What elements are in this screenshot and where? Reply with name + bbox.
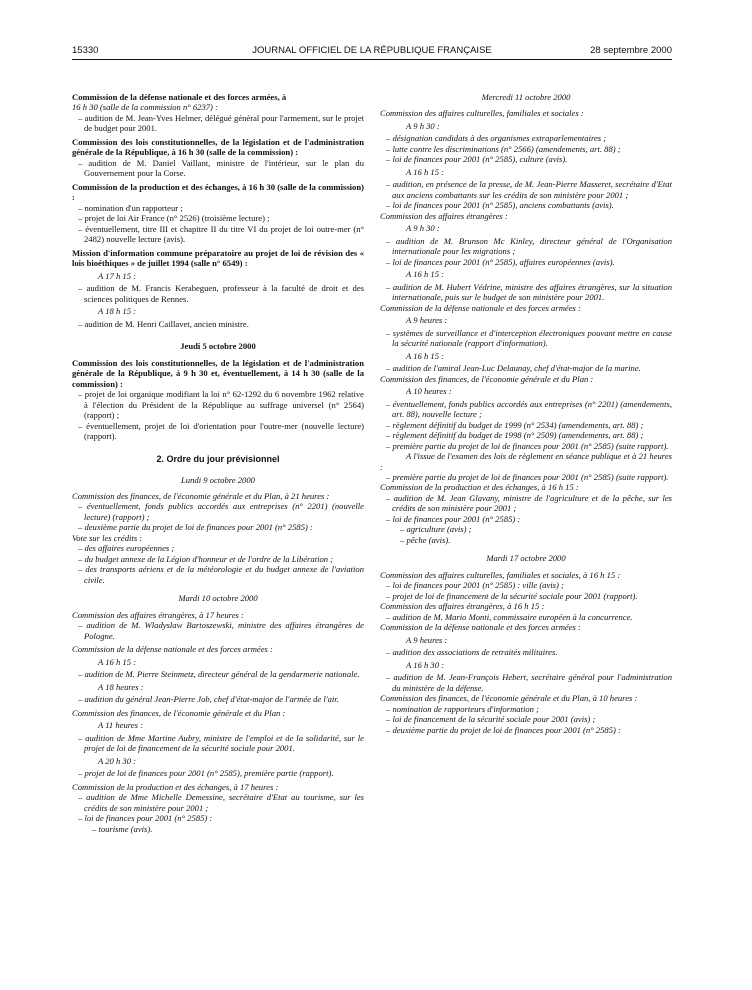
agenda-item: – première partie du projet de loi de finances pour 2001 (n° 2585) (suite rapport). <box>386 471 669 482</box>
agenda-item: – audition de l'amiral Jean-Luc Delaunay, chef d'état-major de la marine. <box>386 363 641 374</box>
agenda-item: – loi de finances pour 2001 (n° 2585), anciens combattants (avis). <box>386 200 614 211</box>
commission-heading: Commission des affaires culturelles, familiales et sociales : <box>380 108 584 119</box>
agenda-item: – audition de M. Jean-Yves Helmer, délégué général pour l'armement, sur le projet de budget pour 2001. <box>78 112 364 134</box>
agenda-subitem: – pêche (avis). <box>400 534 451 545</box>
time-slot: A 16 h 15 : <box>98 656 137 667</box>
agenda-item: – loi de finances pour 2001 (n° 2585) : <box>386 513 521 524</box>
agenda-item: – des transports aériens et de la météorologie et du budget annexe de l'aviation civile. <box>78 564 364 585</box>
time-slot: A 9 heures : <box>406 634 448 645</box>
agenda-item: – première partie du projet de loi de finances pour 2001 (n° 2585) (suite rapport). <box>386 440 669 451</box>
commission-heading: Commission des finances, de l'économie générale et du Plan : <box>72 707 286 718</box>
right-column <box>380 92 672 735</box>
agenda-item: – éventuellement, fonds publics accordés aux entreprises (n° 2201) (nouvelle lecture) (rapport) ; <box>78 501 364 522</box>
time-slot: A 16 h 15 : <box>406 350 445 361</box>
commission-heading: Commission des lois constitutionnelles, de la législation et de l'administration générale de la République, à 16 h 30 (salle de la commission) : <box>72 136 364 158</box>
agenda-item: – loi de finances pour 2001 (n° 2585), affaires européennes (avis). <box>386 256 615 267</box>
commission-heading: Commission des affaires étrangères, à 17 heures : <box>72 609 244 620</box>
agenda-item: – nomination de rapporteurs d'information ; <box>386 703 539 714</box>
time-slot: A 18 h 15 : <box>98 306 137 317</box>
commission-heading: Commission de la défense nationale et des forces armées : <box>72 644 273 655</box>
agenda-item: – projet de loi organique modifiant la loi n° 62-1292 du 6 novembre 1962 relative à l'élection du Président de la République au suffrage universel (n° 2564) (rapport) ; <box>78 389 364 421</box>
journal-title: JOURNAL OFFICIEL DE LA RÉPUBLIQUE FRANÇAISE <box>252 45 492 56</box>
time-slot: A 9 h 30 : <box>406 223 440 234</box>
agenda-item: – audition du général Jean-Pierre Job, chef d'état-major de l'armée de l'air. <box>78 694 339 705</box>
commission-heading: Commission des finances, de l'économie générale et du Plan, à 10 heures : <box>380 693 638 704</box>
time-slot: A 9 heures : <box>406 315 448 326</box>
agenda-item: – loi de finances pour 2001 (n° 2585) : <box>78 813 213 824</box>
commission-heading: Commission de la production et des échanges, à 17 heures : <box>72 781 279 792</box>
agenda-item: – projet de loi de finances pour 2001 (n° 2585), première partie (rapport). <box>78 768 334 779</box>
session-note: A l'issue de l'examen des lois de règlement en séance publique et à 21 heures : <box>380 451 672 472</box>
day-heading: Mercredi 11 octobre 2000 <box>481 92 571 102</box>
time-slot: A 16 h 30 : <box>406 659 445 670</box>
commission-time: 16 h 30 (salle de la commission n° 6237) : <box>72 102 218 113</box>
day-heading: Lundi 9 octobre 2000 <box>181 474 255 485</box>
time-slot: A 9 h 30 : <box>406 120 440 131</box>
commission-heading: Commission des finances, de l'économie générale et du Plan, à 21 heures : <box>72 490 330 501</box>
agenda-item: – projet de loi de financement de la sécurité sociale pour 2001 (rapport). <box>386 590 638 601</box>
vote-heading: Vote sur les crédits : <box>72 532 143 543</box>
commission-heading: Commission de la production et des échanges, à 16 h 30 (salle de la commission) : <box>72 181 364 203</box>
agenda-item: – désignation candidats à des organismes extraparlementaires ; <box>386 133 607 144</box>
agenda-item: – loi de financement de la sécurité sociale pour 2001 (avis) ; <box>386 714 596 725</box>
day-heading: Mardi 10 octobre 2000 <box>178 593 258 604</box>
agenda-item: – audition, en présence de la presse, de M. Jean-Pierre Masseret, secrétaire d'Etat aux anciens combattants sur les crédits de son ministère pour 2001 ; <box>386 179 672 200</box>
time-slot: A 20 h 30 : <box>98 755 137 766</box>
agenda-item: – audition de M. Mario Monti, commissaire européen à la concurrence. <box>386 611 633 622</box>
agenda-item: – règlement définitif du budget de 1999 (n° 2534) (amendements, art. 88) ; <box>386 419 644 430</box>
header-rule <box>72 59 672 60</box>
agenda-item: – projet de loi Air France (n° 2526) (troisième lecture) ; <box>78 213 270 224</box>
agenda-item: – audition de Mme Michelle Demessine, secrétaire d'Etat au tourisme, sur les crédits de son ministère pour 2001 ; <box>78 792 364 813</box>
agenda-item: – audition de M. Pierre Steinmetz, directeur général de la gendarmerie nationale. <box>78 669 360 680</box>
agenda-item: – du budget annexe de la Légion d'honneur et de l'ordre de la Libération ; <box>78 553 334 564</box>
commission-heading: Commission des affaires culturelles, familiales et sociales, à 16 h 15 : <box>380 569 621 580</box>
agenda-item: – systèmes de surveillance et d'interception électroniques pouvant mettre en cause la sécurité nationale (rapport d'information). <box>386 327 672 349</box>
section-heading: 2. Ordre du jour prévisionnel <box>156 453 280 464</box>
time-slot: A 17 h 15 : <box>98 270 137 281</box>
agenda-item: – loi de finances pour 2001 (n° 2585), culture (avis). <box>386 154 568 165</box>
commission-heading: Commission des lois constitutionnelles, de la législation et de l'administration générale de la République, à 9 h 30 et, éventuellement, à 14 h 30 (salle de la commission) : <box>72 357 364 389</box>
agenda-item: – audition de M. Hubert Védrine, ministre des affaires étrangères, sur la situation internationale, puis sur le budget de son ministère pour 2001. <box>386 281 672 303</box>
left-column <box>72 92 364 834</box>
day-heading: Jeudi 5 octobre 2000 <box>180 341 256 352</box>
agenda-item: – éventuellement, fonds publics accordés aux entreprises (n° 2201) (amendements, art. 88), nouvelle lecture ; <box>386 398 672 420</box>
commission-heading: Commission des finances, de l'économie générale et du Plan : <box>380 373 594 384</box>
agenda-item: – audition de M. Francis Kerabeguen, professeur à la faculté de droit et des sciences politiques de Rennes. <box>78 283 364 304</box>
commission-heading: Commission de la production et des échanges, à 16 h 15 : <box>380 482 579 493</box>
agenda-item: – audition de M. Daniel Vaillant, ministre de l'intérieur, sur le plan du Gouvernement pour la Corse. <box>78 157 364 179</box>
agenda-item: – loi de finances pour 2001 (n° 2585) : ville (avis) ; <box>386 580 564 591</box>
commission-heading: Commission de la défense nationale et des forces armées : <box>380 622 581 633</box>
commission-heading: Mission d'information commune préparatoire au projet de loi de révision des « lois bioéthiques » de juillet 1994 (salle n° 6549) : <box>72 247 364 269</box>
agenda-item: – des affaires européennes ; <box>78 543 175 554</box>
agenda-item: – audition des associations de retraités militaires. <box>386 647 558 658</box>
time-slot: A 16 h 15 : <box>406 269 445 280</box>
agenda-item: – audition de M. Wladyslaw Bartoszewski, ministre des affaires étrangères de Pologne. <box>78 620 364 641</box>
time-slot: A 10 heures : <box>406 386 452 397</box>
issue-date: 28 septembre 2000 <box>590 45 672 56</box>
commission-heading: Commission des affaires étrangères : <box>380 210 508 221</box>
agenda-subitem: – tourisme (avis). <box>92 823 153 834</box>
agenda-item: – règlement définitif du budget de 1998 (n° 2509) (amendements, art. 88) ; <box>386 430 644 441</box>
agenda-item: – audition de M. Brunson Mc Kinley, directeur général de l'Organisation internationale pour les migrations ; <box>386 235 672 257</box>
agenda-item: – audition de M. Jean Glavany, ministre de l'agriculture et de la pêche, sur les crédits de son ministère pour 2001 ; <box>386 492 672 514</box>
agenda-item: – deuxième partie du projet de loi de finances pour 2001 (n° 2585) : <box>78 522 313 533</box>
agenda-item: – audition de Mme Martine Aubry, ministre de l'emploi et de la solidarité, sur le projet de loi de financement de la sécurité sociale pour 2001. <box>78 732 364 754</box>
agenda-item: – audition de M. Henri Caillavet, ancien ministre. <box>78 318 249 329</box>
commission-heading: Commission de la défense nationale et des forces armées : <box>380 302 581 313</box>
time-slot: A 16 h 15 : <box>406 166 445 177</box>
time-slot: A 18 heures : <box>98 681 144 692</box>
agenda-item: – nomination d'un rapporteur ; <box>78 202 183 213</box>
page-number: 15330 <box>72 45 99 56</box>
agenda-subitem: – agriculture (avis) ; <box>400 524 472 535</box>
day-heading: Mardi 17 octobre 2000 <box>486 553 566 564</box>
agenda-item: – éventuellement, projet de loi d'orientation pour l'outre-mer (nouvelle lecture) (rapport). <box>78 420 364 442</box>
time-slot: A 11 heures : <box>98 720 143 731</box>
agenda-item: – lutte contre les discriminations (n° 2566) (amendements, art. 88) ; <box>386 143 621 154</box>
agenda-item: – audition de M. Jean-François Hebert, secrétaire général pour l'administration du ministère de la défense. <box>386 672 672 693</box>
agenda-item: – éventuellement, titre III et chapitre II du titre VI du projet de loi outre-mer (n° 2482) nouvelle lecture (avis). <box>78 223 364 245</box>
agenda-item: – deuxième partie du projet de loi de finances pour 2001 (n° 2585) : <box>386 724 621 735</box>
commission-heading: Commission de la défense nationale et des forces armées, à <box>72 92 287 102</box>
page-header <box>72 45 672 59</box>
commission-heading: Commission des affaires étrangères, à 16 h 15 : <box>380 601 545 612</box>
